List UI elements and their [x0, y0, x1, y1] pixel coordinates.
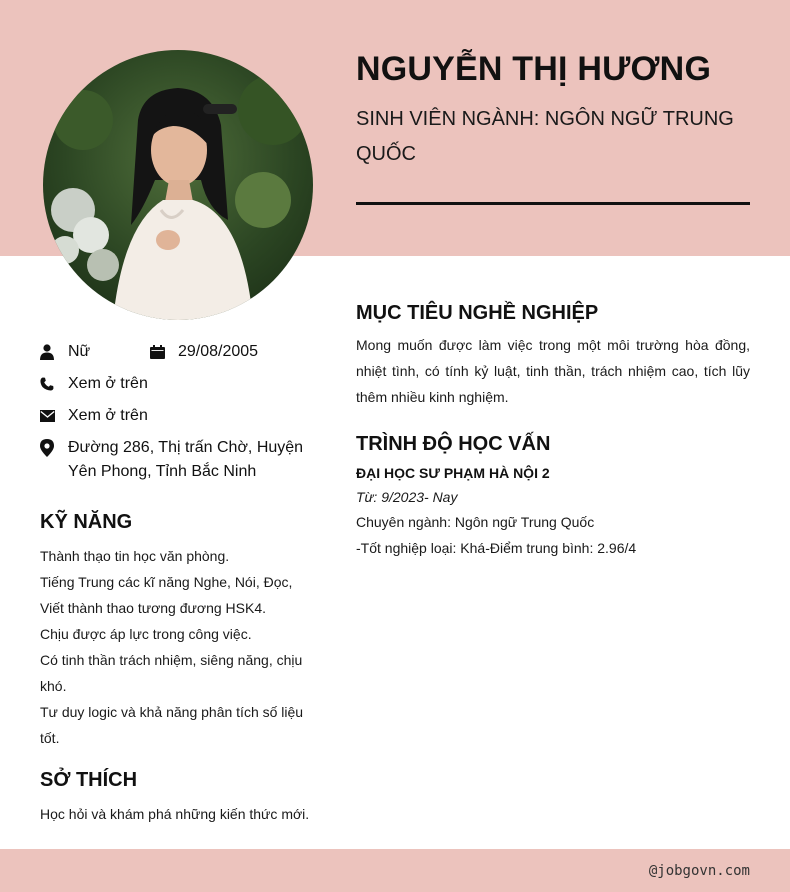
skill-item: Chịu được áp lực trong công việc.	[40, 626, 252, 642]
header-divider	[356, 202, 750, 205]
major-line: Chuyên ngành: Ngôn ngữ Trung Quốc	[356, 514, 595, 530]
gender-value: Nữ	[68, 343, 91, 360]
address-value: Đường 286, Thị trấn Chờ, Huyện Yên Phong, Tỉnh Bắc Ninh	[68, 439, 304, 480]
person-icon	[40, 340, 60, 364]
skill-item: Tiếng Trung các kĩ năng Nghe, Nói, Đọc, Viết thành thao tương đương HSK4.	[40, 574, 293, 616]
birthdate-row	[150, 340, 320, 364]
mail-icon	[40, 404, 60, 428]
hobbies-text: Học hỏi và khám phá những kiến thức mới.	[40, 806, 310, 822]
location-pin-icon	[40, 436, 60, 460]
skills-list	[40, 543, 315, 751]
skills-heading: KỸ NĂNG	[40, 511, 133, 533]
gender-row	[40, 340, 150, 364]
school-name: ĐẠI HỌC SƯ PHẠM HÀ NỘI 2	[356, 465, 550, 481]
grade-line: -Tốt nghiệp loại: Khá-Điểm trung bình: 2.96/4	[356, 540, 637, 556]
email-value: Xem ở trên	[68, 407, 148, 424]
skill-item: Thành thạo tin học văn phòng.	[40, 548, 230, 564]
footer-credit: @jobgovn.com	[648, 863, 750, 879]
calendar-icon	[150, 340, 170, 364]
profile-photo	[43, 50, 313, 320]
email-row	[40, 404, 310, 428]
address-row	[40, 436, 310, 484]
objective-heading: MỤC TIÊU NGHỀ NGHIỆP	[356, 302, 599, 324]
footer-band	[0, 849, 790, 892]
skill-item: Có tinh thần trách nhiệm, siêng năng, chịu khó.	[40, 652, 303, 694]
skill-item: Tư duy logic và khả năng phân tích số liệu tốt.	[40, 704, 304, 746]
hobbies-heading: SỞ THÍCH	[40, 769, 138, 791]
study-period: Từ: 9/2023- Nay	[356, 489, 458, 505]
candidate-title: SINH VIÊN NGÀNH: NGÔN NGỮ TRUNG QUỐC	[356, 108, 734, 165]
education-heading: TRÌNH ĐỘ HỌC VẤN	[356, 433, 551, 455]
objective-text: Mong muốn được làm việc trong một môi trường hòa đồng, nhiệt tình, có tính kỷ luật, tinh thần, trách nhiệm cao, tích lũy thêm nhiều kinh nghiệm.	[356, 337, 750, 405]
birthdate-value: 29/08/2005	[178, 343, 259, 360]
phone-value: Xem ở trên	[68, 375, 148, 392]
phone-icon	[40, 372, 60, 396]
phone-row	[40, 372, 310, 396]
candidate-name: NGUYỄN THỊ HƯƠNG	[356, 50, 712, 88]
